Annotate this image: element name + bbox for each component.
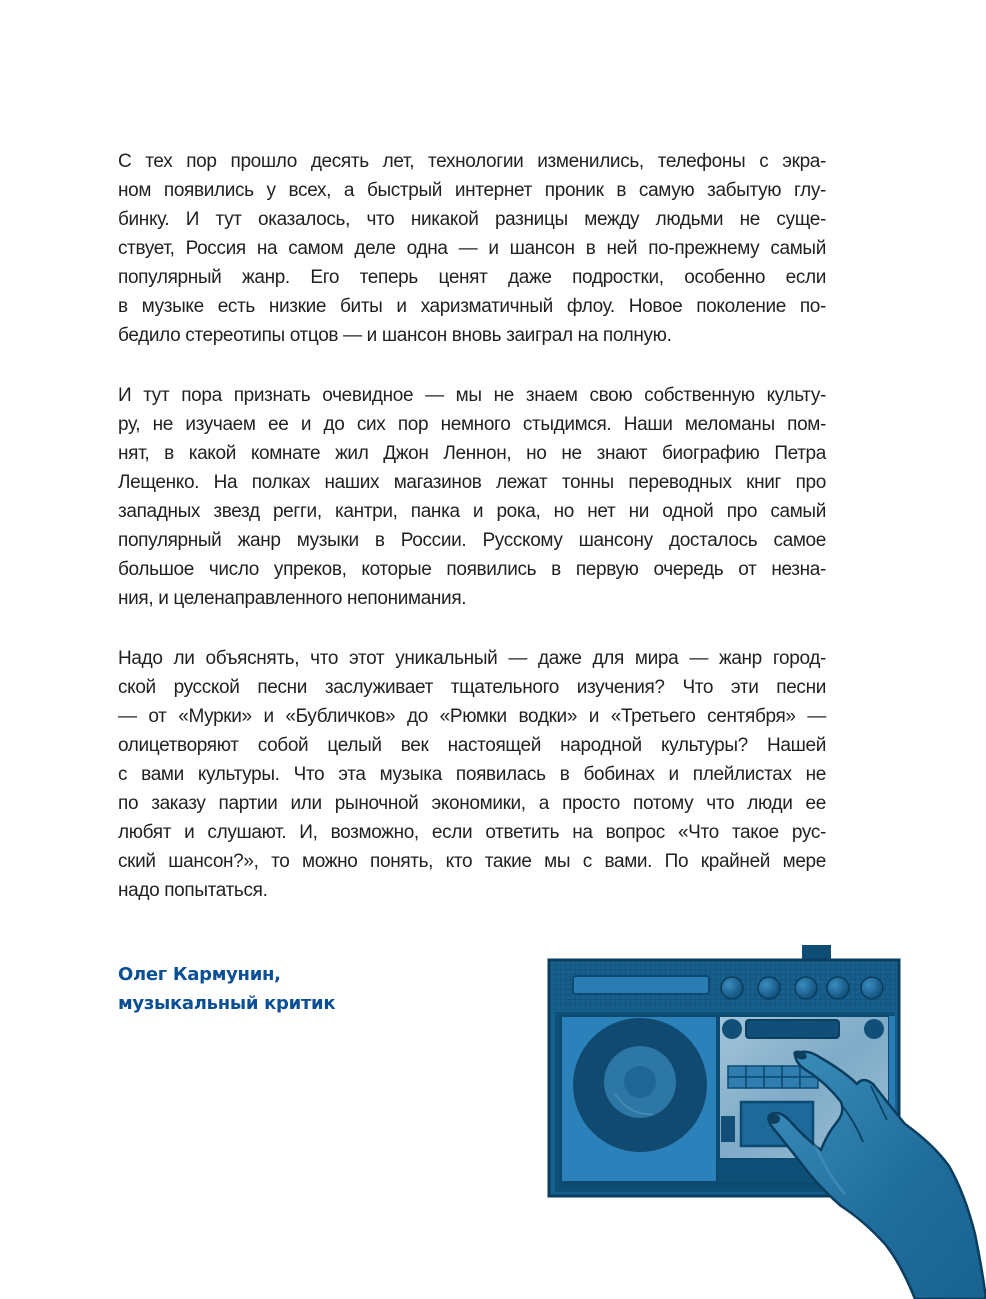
text-line: ния, и целенаправленного непонимания. bbox=[118, 588, 467, 609]
text-line: бинку. И тут оказалось, что никакой разницы между людьми не суще- bbox=[118, 209, 826, 230]
author-role: музыкальный критик bbox=[118, 993, 336, 1014]
text-line: с вами культуры. Что эта музыка появилась в бобинах и плейлистах не bbox=[118, 764, 826, 785]
author-name: Олег Кармунин, bbox=[118, 964, 281, 985]
counter-window bbox=[746, 1020, 839, 1038]
knob-icon bbox=[758, 977, 780, 999]
text-line: олицетворяют собой целый век настоящей народной культуры? Нашей bbox=[118, 735, 826, 756]
text-line: ской русской песни заслуживает тщательного изучения? Что эти песни bbox=[118, 677, 826, 698]
text-line: ствует, Россия на самом деле одна — и шансон в ней по-прежнему самый bbox=[118, 238, 826, 259]
text-line: большое число упреков, которые появились в первую очередь от незна- bbox=[118, 559, 826, 580]
author-signature bbox=[118, 960, 335, 1018]
knob-icon bbox=[721, 977, 743, 999]
knob-icon bbox=[827, 977, 849, 999]
text-line: нят, в какой комнате жил Джон Леннон, но не знают биографию Петра bbox=[118, 443, 826, 464]
small-switch bbox=[721, 1116, 735, 1142]
paragraph-2 bbox=[118, 381, 826, 613]
fingernail bbox=[768, 1114, 780, 1124]
text-line: по заказу партии или рыночной экономики, а просто потому что люди ее bbox=[118, 793, 826, 814]
tuning-display bbox=[573, 976, 709, 994]
text-line: Лещенко. На полках наших магазинов лежат тонны переводных книг про bbox=[118, 472, 826, 493]
text-line: популярный жанр. Его теперь ценят даже подростки, особенно если bbox=[118, 267, 826, 288]
knob-icon bbox=[861, 977, 883, 999]
radio-cassette-illustration bbox=[545, 944, 986, 1299]
text-line: ский шансон?», то можно понять, кто такие мы с вами. По крайней мере bbox=[118, 851, 826, 872]
text-line: надо попытаться. bbox=[118, 880, 268, 901]
paragraph-3 bbox=[118, 644, 826, 905]
text-line: Надо ли объяснять, что этот уникальный — даже для мира — жанр город- bbox=[118, 648, 826, 669]
deck-knob-icon bbox=[722, 1019, 742, 1039]
knob-icon bbox=[795, 977, 817, 999]
text-line: ру, не изучаем ее и до сих пор немного стыдимся. Наши меломаны пом- bbox=[118, 414, 826, 435]
text-line: бедило стереотипы отцов — и шансон вновь заиграл на полную. bbox=[118, 325, 672, 346]
text-line: в музыке есть низкие биты и харизматичный флоу. Новое поколение по- bbox=[118, 296, 826, 317]
text-line: И тут пора признать очевидное — мы не знаем свою собственную культу- bbox=[118, 385, 826, 406]
text-line: западных звезд регги, кантри, панка и рока, но нет ни одной про самый bbox=[118, 501, 826, 522]
text-line: С тех пор прошло десять лет, технологии изменились, телефоны с экра- bbox=[118, 151, 826, 172]
paragraph-1 bbox=[118, 147, 826, 350]
deck-knob-icon bbox=[864, 1019, 884, 1039]
text-line: любят и слушают. И, возможно, если ответить на вопрос «Что такое рус- bbox=[118, 822, 826, 843]
text-line: популярный жанр музыки в России. Русскому шансону досталось самое bbox=[118, 530, 826, 551]
text-line: — от «Мурки» и «Бубличков» до «Рюмки водки» и «Третьего сентября» — bbox=[118, 706, 826, 727]
text-line: ном появились у всех, а быстрый интернет проник в самую забытую глу- bbox=[118, 180, 826, 201]
